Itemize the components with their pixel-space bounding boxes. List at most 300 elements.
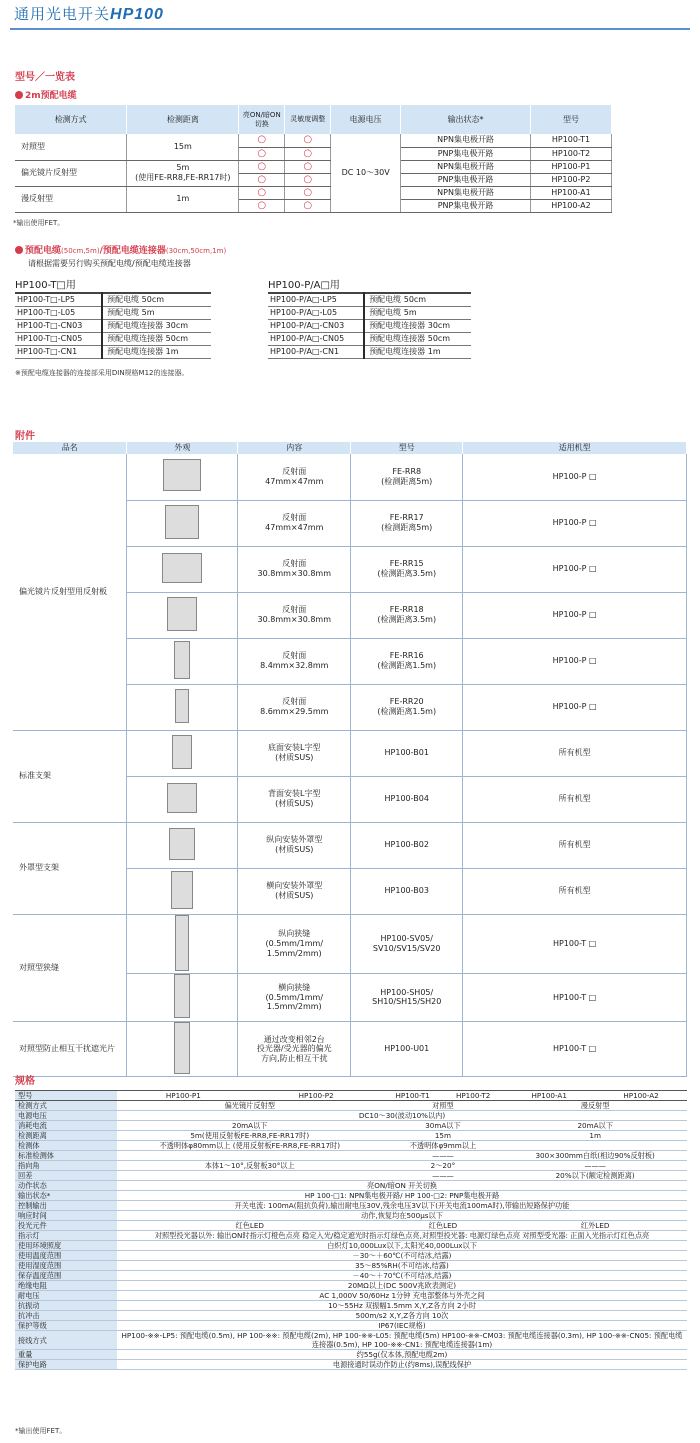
model-line: HP100-B02 [384, 840, 429, 850]
accessory-model [351, 730, 463, 776]
spec-value: HP100-A2 [595, 1091, 687, 1101]
content-line: 反射面 [282, 559, 307, 569]
model-line: (检测距离1.5m) [377, 661, 437, 670]
accessory-image-cell [127, 454, 238, 500]
list-item [268, 293, 471, 306]
bullet-icon [15, 91, 23, 99]
spec-value: 偏光镜片反射型 [117, 1101, 383, 1111]
cable-desc: 预配电缆连接器 30cm [102, 319, 211, 332]
accessory-image [169, 828, 195, 860]
spec-label: 输出状态* [15, 1191, 117, 1201]
specs-heading: 规格 [15, 1076, 35, 1087]
distance-value: 5m [176, 163, 190, 173]
spec-row [15, 1311, 687, 1321]
circle-mark: ○ [285, 173, 331, 186]
output-cell: PNP集电极开路 [401, 199, 531, 212]
spec-value: 10～55Hz 双振幅1.5mm X,Y,Z各方向 2小时 [117, 1301, 687, 1311]
spec-value: ——— [383, 1171, 504, 1181]
model-line: (检测距离3.5m) [377, 615, 437, 624]
spec-value: 对照型 [383, 1101, 504, 1111]
cable-desc: 预配电缆连接器 50cm [102, 332, 211, 345]
accessory-fit: HP100-P □ [463, 592, 687, 638]
spec-row [15, 1271, 687, 1281]
accessories-table [13, 442, 687, 1077]
spec-value: HP100-P1 [117, 1091, 250, 1101]
spec-value: 动作,恢复均在500μs以下 [117, 1211, 687, 1221]
content-line: (材质SUS) [275, 799, 314, 808]
accessory-content [238, 776, 351, 822]
table-row [13, 914, 687, 974]
content-line: (材质SUS) [275, 753, 314, 762]
spec-label: 回差 [15, 1171, 117, 1181]
spec-value: －40～＋70℃(不可结冰,结露) [117, 1271, 687, 1281]
spec-label: 重量 [15, 1350, 117, 1360]
spec-value: 白炽灯10,000Lux以下,太阳光40,000Lux以下 [117, 1241, 687, 1251]
cables-note: ※预配电缆连接器的连接部采用DIN规格M12的连接器。 [15, 369, 189, 377]
list-item [15, 293, 211, 306]
accessory-category: 标准支架 [13, 730, 127, 822]
accessory-content [238, 454, 351, 500]
model-line: FE-RR20 [389, 697, 424, 707]
spec-label: 投光元件 [15, 1221, 117, 1231]
spec-value: 2～20° [383, 1161, 504, 1171]
overview-table [15, 105, 612, 213]
circle-mark: ○ [239, 147, 285, 160]
spec-value: 20mA以下 [503, 1121, 687, 1131]
model-line: (检测距离5m) [381, 523, 433, 532]
accessory-image-cell [127, 822, 238, 868]
spec-value: 红色LED [383, 1221, 504, 1231]
model-cell: HP100-P2 [531, 173, 612, 186]
accessory-header: 内容 [238, 442, 351, 454]
circle-mark: ○ [285, 160, 331, 173]
circle-mark: ○ [285, 186, 331, 199]
accessory-category: 对照型狭缝 [13, 914, 127, 1021]
spec-value: 红外LED [503, 1221, 687, 1231]
accessory-fit: HP100-T □ [463, 1021, 687, 1077]
accessory-fit: HP100-P □ [463, 454, 687, 500]
spec-row [15, 1251, 687, 1261]
output-cell: PNP集电极开路 [401, 147, 531, 160]
accessory-model [351, 592, 463, 638]
spec-value: 漫反射型 [503, 1101, 687, 1111]
circle-mark: ○ [239, 134, 285, 147]
spec-label: 抗冲击 [15, 1311, 117, 1321]
cable-model: HP100-P/A□-L05 [268, 306, 364, 319]
cable-desc: 预配电缆 5m [102, 306, 211, 319]
model-line: FE-RR18 [389, 605, 424, 615]
spec-value: 本体1～10°,反射板30°以上 [117, 1161, 383, 1171]
spec-label: 型号 [15, 1091, 117, 1101]
cables-right-title: HP100-P/A□用 [268, 280, 340, 291]
accessory-fit: HP100-P □ [463, 684, 687, 730]
spec-value: IP67(IEC规格) [117, 1321, 687, 1331]
accessory-content [238, 868, 351, 914]
spec-label: 控制输出 [15, 1201, 117, 1211]
spec-label: 标准检测体 [15, 1151, 117, 1161]
spec-label: 使用环境照度 [15, 1241, 117, 1251]
list-item [268, 332, 471, 345]
accessory-model [351, 822, 463, 868]
content-line: (材质SUS) [275, 891, 314, 900]
cable-desc: 预配电缆连接器 1m [364, 345, 471, 358]
circle-mark: ○ [285, 199, 331, 212]
model-line: HP100-B03 [384, 886, 429, 896]
spec-value: AC 1,000V 50/60Hz 1分钟 充电部整体与外壳之间 [117, 1291, 687, 1301]
accessory-image-cell [127, 974, 238, 1022]
content-line: 方向,防止相互干扰 [261, 1053, 328, 1063]
content-line: 通过改变相邻2台 [263, 1034, 325, 1044]
accessory-content [238, 822, 351, 868]
content-line: 8.6mm×29.5mm [260, 707, 329, 716]
accessory-image-cell [127, 914, 238, 974]
accessory-fit: 所有机型 [463, 868, 687, 914]
accessory-category: 对照型防止相互干扰遮光片 [13, 1021, 127, 1077]
model-line: HP100-SH05/ [380, 987, 434, 997]
content-line: 反射面 [282, 513, 307, 523]
content-line: 底面安装L字型 [268, 743, 321, 753]
output-cell: PNP集电极开路 [401, 173, 531, 186]
spec-row [15, 1181, 687, 1191]
circle-mark: ○ [285, 134, 331, 147]
spec-row [15, 1321, 687, 1331]
accessory-image [174, 974, 190, 1018]
accessory-image [165, 505, 199, 539]
model-cell: HP100-T2 [531, 147, 612, 160]
table-row [13, 1021, 687, 1077]
accessory-model [351, 684, 463, 730]
model-line: HP100-SV05/ [380, 934, 433, 944]
content-line: 1.5mm/2mm) [266, 1002, 322, 1012]
spec-label: 指向角 [15, 1161, 117, 1171]
distance-cell [127, 160, 239, 186]
accessories-heading: 附件 [15, 431, 35, 442]
model-cell: HP100-A1 [531, 186, 612, 199]
content-line: 47mm×47mm [265, 523, 324, 532]
accessory-content [238, 500, 351, 546]
content-line: (0.5mm/1mm/ [265, 992, 324, 1002]
spec-value: 亮ON/暗ON 开关切换 [117, 1181, 687, 1191]
content-line: 反射面 [282, 651, 307, 661]
spec-value: ——— [383, 1151, 504, 1161]
accessory-image [167, 783, 197, 813]
accessory-fit: 所有机型 [463, 776, 687, 822]
content-line: 背面安装L字型 [268, 789, 321, 799]
accessory-image [174, 1022, 190, 1074]
list-item [15, 319, 211, 332]
spec-value: 30mA以下 [383, 1121, 504, 1131]
spec-value: 电源接通时误动作防止(约8ms),误配线保护 [117, 1360, 687, 1370]
distance-note: (使用FE-RR8,FE-RR17时) [135, 173, 231, 182]
method-cell: 偏光镜片反射型 [15, 160, 127, 186]
accessory-image-cell [127, 1021, 238, 1077]
content-line: 反射面 [282, 697, 307, 707]
spec-value: 500m/s2 X,Y,Z各方向 10次 [117, 1311, 687, 1321]
model-line: FE-RR8 [392, 467, 422, 477]
content-line: 47mm×47mm [265, 476, 324, 486]
model-cell: HP100-A2 [531, 199, 612, 212]
spec-row [15, 1161, 687, 1171]
accessory-image [163, 459, 201, 491]
accessory-fit: 所有机型 [463, 822, 687, 868]
cables-right-table [268, 292, 471, 359]
output-cell: NPN集电极开路 [401, 160, 531, 173]
spec-label: 耐电压 [15, 1291, 117, 1301]
output-cell: NPN集电极开路 [401, 186, 531, 199]
accessory-image [175, 915, 189, 971]
accessory-content [238, 592, 351, 638]
cable-desc: 预配电缆 50cm [102, 293, 211, 306]
list-item [15, 306, 211, 319]
content-line: 反射面 [282, 467, 307, 477]
overview-header: 输出状态* [401, 105, 531, 134]
accessory-image-cell [127, 546, 238, 592]
spec-label: 消耗电流 [15, 1121, 117, 1131]
spec-label: 使用湿度范围 [15, 1261, 117, 1271]
specs-note: *输出使用FET。 [15, 1427, 67, 1435]
cable-desc: 预配电缆连接器 1m [102, 345, 211, 358]
table-row [15, 160, 612, 173]
list-item [268, 319, 471, 332]
list-item [268, 306, 471, 319]
output-cell: NPN集电极开路 [401, 134, 531, 147]
spec-row [15, 1191, 687, 1201]
model-cell: HP100-T1 [531, 134, 612, 147]
model-cell: HP100-P1 [531, 160, 612, 173]
spec-label: 保护电路 [15, 1360, 117, 1370]
spec-value: HP 100-□1: NPN集电极开路/ HP 100-□2: PNP集电极开路 [117, 1191, 687, 1201]
spec-value: 300×300mm白纸(相边90%反射板) [503, 1151, 687, 1161]
model-line: (检测距离1.5m) [377, 707, 437, 716]
spec-value: 1m [503, 1131, 687, 1141]
accessory-image [175, 689, 189, 723]
list-item [268, 345, 471, 358]
accessory-content [238, 546, 351, 592]
content-line: (材质SUS) [275, 845, 314, 854]
list-item [15, 332, 211, 345]
cable-model: HP100-P/A□-LP5 [268, 293, 364, 306]
model-line: FE-RR15 [389, 559, 424, 569]
title-rule [10, 28, 690, 30]
accessory-model [351, 500, 463, 546]
table-row [15, 186, 612, 199]
cables-heading: 预配电缆(50cm,5m)/预配电缆连接器(30cm,50cm,1m) [15, 243, 226, 256]
accessory-model [351, 776, 463, 822]
accessory-content [238, 730, 351, 776]
spec-label: 动作状态 [15, 1181, 117, 1191]
accessory-image-cell [127, 730, 238, 776]
spec-value: HP100-P2 [250, 1091, 383, 1101]
accessory-content [238, 914, 351, 974]
spec-label: 检测体 [15, 1141, 117, 1151]
content-line: 纵向狭缝 [278, 929, 311, 939]
model-line: FE-RR17 [389, 513, 424, 523]
model-line: HP100-U01 [384, 1044, 430, 1054]
accessory-image-cell [127, 776, 238, 822]
spec-row [15, 1350, 687, 1360]
cable-model: HP100-T□-CN05 [15, 332, 102, 345]
accessory-fit: HP100-T □ [463, 914, 687, 974]
accessory-fit: HP100-P □ [463, 638, 687, 684]
cable-desc: 预配电缆 5m [364, 306, 471, 319]
accessory-content [238, 638, 351, 684]
spec-row [15, 1261, 687, 1271]
spec-label: 指示灯 [15, 1231, 117, 1241]
accessory-content [238, 1021, 351, 1077]
accessory-category: 偏光镜片反射型用反射板 [13, 454, 127, 730]
overview-header: 型号 [531, 105, 612, 134]
cable-model: HP100-P/A□-CN05 [268, 332, 364, 345]
spec-row [15, 1171, 687, 1181]
page-title: 通用光电开关HP100 [14, 5, 164, 23]
spec-label: 接线方式 [15, 1331, 117, 1350]
overview-header: 检测距离 [127, 105, 239, 134]
spec-label: 使用温度范围 [15, 1251, 117, 1261]
list-item [15, 345, 211, 358]
accessory-image [167, 597, 197, 631]
accessory-fit: HP100-P □ [463, 546, 687, 592]
spec-value: HP100-T1 [383, 1091, 443, 1101]
spec-row [15, 1331, 687, 1350]
spec-value: 20mA以下 [117, 1121, 383, 1131]
spec-value: 对照型投光器以外: 输出ON时指示灯橙色点亮 稳定入光/稳定遮光时指示灯绿色点亮,对照型投光器: 电源灯绿色点亮 对照型受光器: 正面入光指示灯红色点亮 [117, 1231, 687, 1241]
content-line: 30.8mm×30.8mm [257, 569, 332, 578]
content-line: 反射面 [282, 605, 307, 615]
table-row [13, 454, 687, 500]
circle-mark: ○ [239, 199, 285, 212]
accessory-fit: 所有机型 [463, 730, 687, 776]
spec-row [15, 1211, 687, 1221]
distance-value: 15m [173, 141, 192, 151]
content-line: 8.4mm×32.8mm [260, 661, 329, 670]
model-line: (检测距离3.5m) [377, 569, 437, 578]
table-row [13, 822, 687, 868]
accessory-content [238, 684, 351, 730]
circle-mark: ○ [239, 186, 285, 199]
accessory-header: 型号 [351, 442, 463, 454]
overview-header: 电源电压 [331, 105, 401, 134]
spec-row [15, 1231, 687, 1241]
accessory-header: 外观 [127, 442, 238, 454]
cable-model: HP100-T□-LP5 [15, 293, 102, 306]
accessory-model [351, 974, 463, 1022]
spec-value: 35～85%RH(不可结冰,结露) [117, 1261, 687, 1271]
accessory-fit: HP100-P □ [463, 500, 687, 546]
spec-row [15, 1141, 687, 1151]
content-line: 横向狭缝 [278, 983, 311, 992]
accessory-image [172, 735, 192, 769]
spec-row [15, 1151, 687, 1161]
accessory-model [351, 546, 463, 592]
spec-row [15, 1091, 687, 1101]
spec-value [503, 1141, 687, 1151]
spec-row [15, 1131, 687, 1141]
model-line: HP100-B04 [384, 794, 429, 804]
content-line: 30.8mm×30.8mm [257, 615, 332, 624]
overview-header: 亮ON/暗ON切换 [239, 105, 285, 134]
cable-desc: 预配电缆连接器 50cm [364, 332, 471, 345]
accessory-image-cell [127, 592, 238, 638]
spec-value: HP100-※※-LP5: 预配电缆(0.5m), HP 100-※※: 预配电缆(2m), HP 100-※※-L05: 预配电缆(5m) HP100-※※-CM03: 预配电缆连接器(0.3m), HP 100-※※-CN05: 预配电缆连接器(0.5m), HP 100-※※-CN1: 预配电缆连接器(1m) [117, 1331, 687, 1350]
circle-mark: ○ [239, 160, 285, 173]
method-cell: 漫反射型 [15, 186, 127, 212]
spec-value: 5m(使用反射板FE-RR8,FE-RR17时) [117, 1131, 383, 1141]
method-cell: 对照型 [15, 134, 127, 160]
circle-mark: ○ [239, 173, 285, 186]
cable-model: HP100-T□-L05 [15, 306, 102, 319]
spec-value: 不透明体φ80mm以上 (使用反射板FE-RR8,FE-RR17时) [117, 1141, 383, 1151]
cables-left-table [15, 292, 211, 359]
cable-model: HP100-P/A□-CN03 [268, 319, 364, 332]
accessory-model [351, 914, 463, 974]
spec-label: 检测方式 [15, 1101, 117, 1111]
accessory-model [351, 454, 463, 500]
content-line: 投光器/受光器的偏光 [256, 1044, 332, 1054]
model-line: HP100-B01 [384, 748, 429, 758]
spec-label: 检测距离 [15, 1131, 117, 1141]
spec-value: －30～＋60℃(不可结冰,结露) [117, 1251, 687, 1261]
overview-heading: 型号／一览表 [15, 72, 75, 83]
cable-model: HP100-T□-CN03 [15, 319, 102, 332]
spec-row [15, 1241, 687, 1251]
spec-row [15, 1301, 687, 1311]
spec-label: 绝缘电阻 [15, 1281, 117, 1291]
spec-label: 保护等级 [15, 1321, 117, 1331]
overview-header: 灵敏度调整 [285, 105, 331, 134]
overview-header: 检测方式 [15, 105, 127, 134]
cable-desc: 预配电缆 50cm [364, 293, 471, 306]
accessory-fit: HP100-T □ [463, 974, 687, 1022]
spec-row [15, 1360, 687, 1370]
spec-row [15, 1201, 687, 1211]
distance-cell [127, 134, 239, 160]
spec-value [117, 1171, 383, 1181]
table-row [15, 134, 612, 147]
spec-row [15, 1281, 687, 1291]
accessory-image-cell [127, 684, 238, 730]
content-line: 1.5mm/2mm) [266, 948, 322, 958]
overview-note: *输出使用FET。 [13, 219, 65, 227]
accessory-image-cell [127, 500, 238, 546]
voltage-cell: DC 10～30V [331, 134, 401, 212]
spec-label: 保存温度范围 [15, 1271, 117, 1281]
spec-value: DC10～30(波动10%以内) [117, 1111, 687, 1121]
spec-row [15, 1101, 687, 1111]
accessory-header: 品名 [13, 442, 127, 454]
accessory-model [351, 638, 463, 684]
spec-value: 15m [383, 1131, 504, 1141]
bullet-icon [15, 246, 23, 254]
accessory-model [351, 1021, 463, 1077]
spec-value: 红色LED [117, 1221, 383, 1231]
accessory-image [174, 641, 190, 679]
spec-value: 20%以下(额定检测距离) [503, 1171, 687, 1181]
accessory-content [238, 974, 351, 1022]
spec-label: 响应时间 [15, 1211, 117, 1221]
content-line: 纵向安装外罩型 [266, 835, 323, 845]
cable-desc: 预配电缆连接器 30cm [364, 319, 471, 332]
spec-value: HP100-T2 [443, 1091, 503, 1101]
spec-value: 约55g(仅本体,预配电缆2m) [117, 1350, 687, 1360]
spec-row [15, 1121, 687, 1131]
spec-row [15, 1291, 687, 1301]
spec-label: 电源电压 [15, 1111, 117, 1121]
distance-value: 1m [176, 194, 190, 204]
spec-label: 抗振动 [15, 1301, 117, 1311]
specs-table [15, 1090, 687, 1370]
spec-row [15, 1111, 687, 1121]
accessory-model [351, 868, 463, 914]
